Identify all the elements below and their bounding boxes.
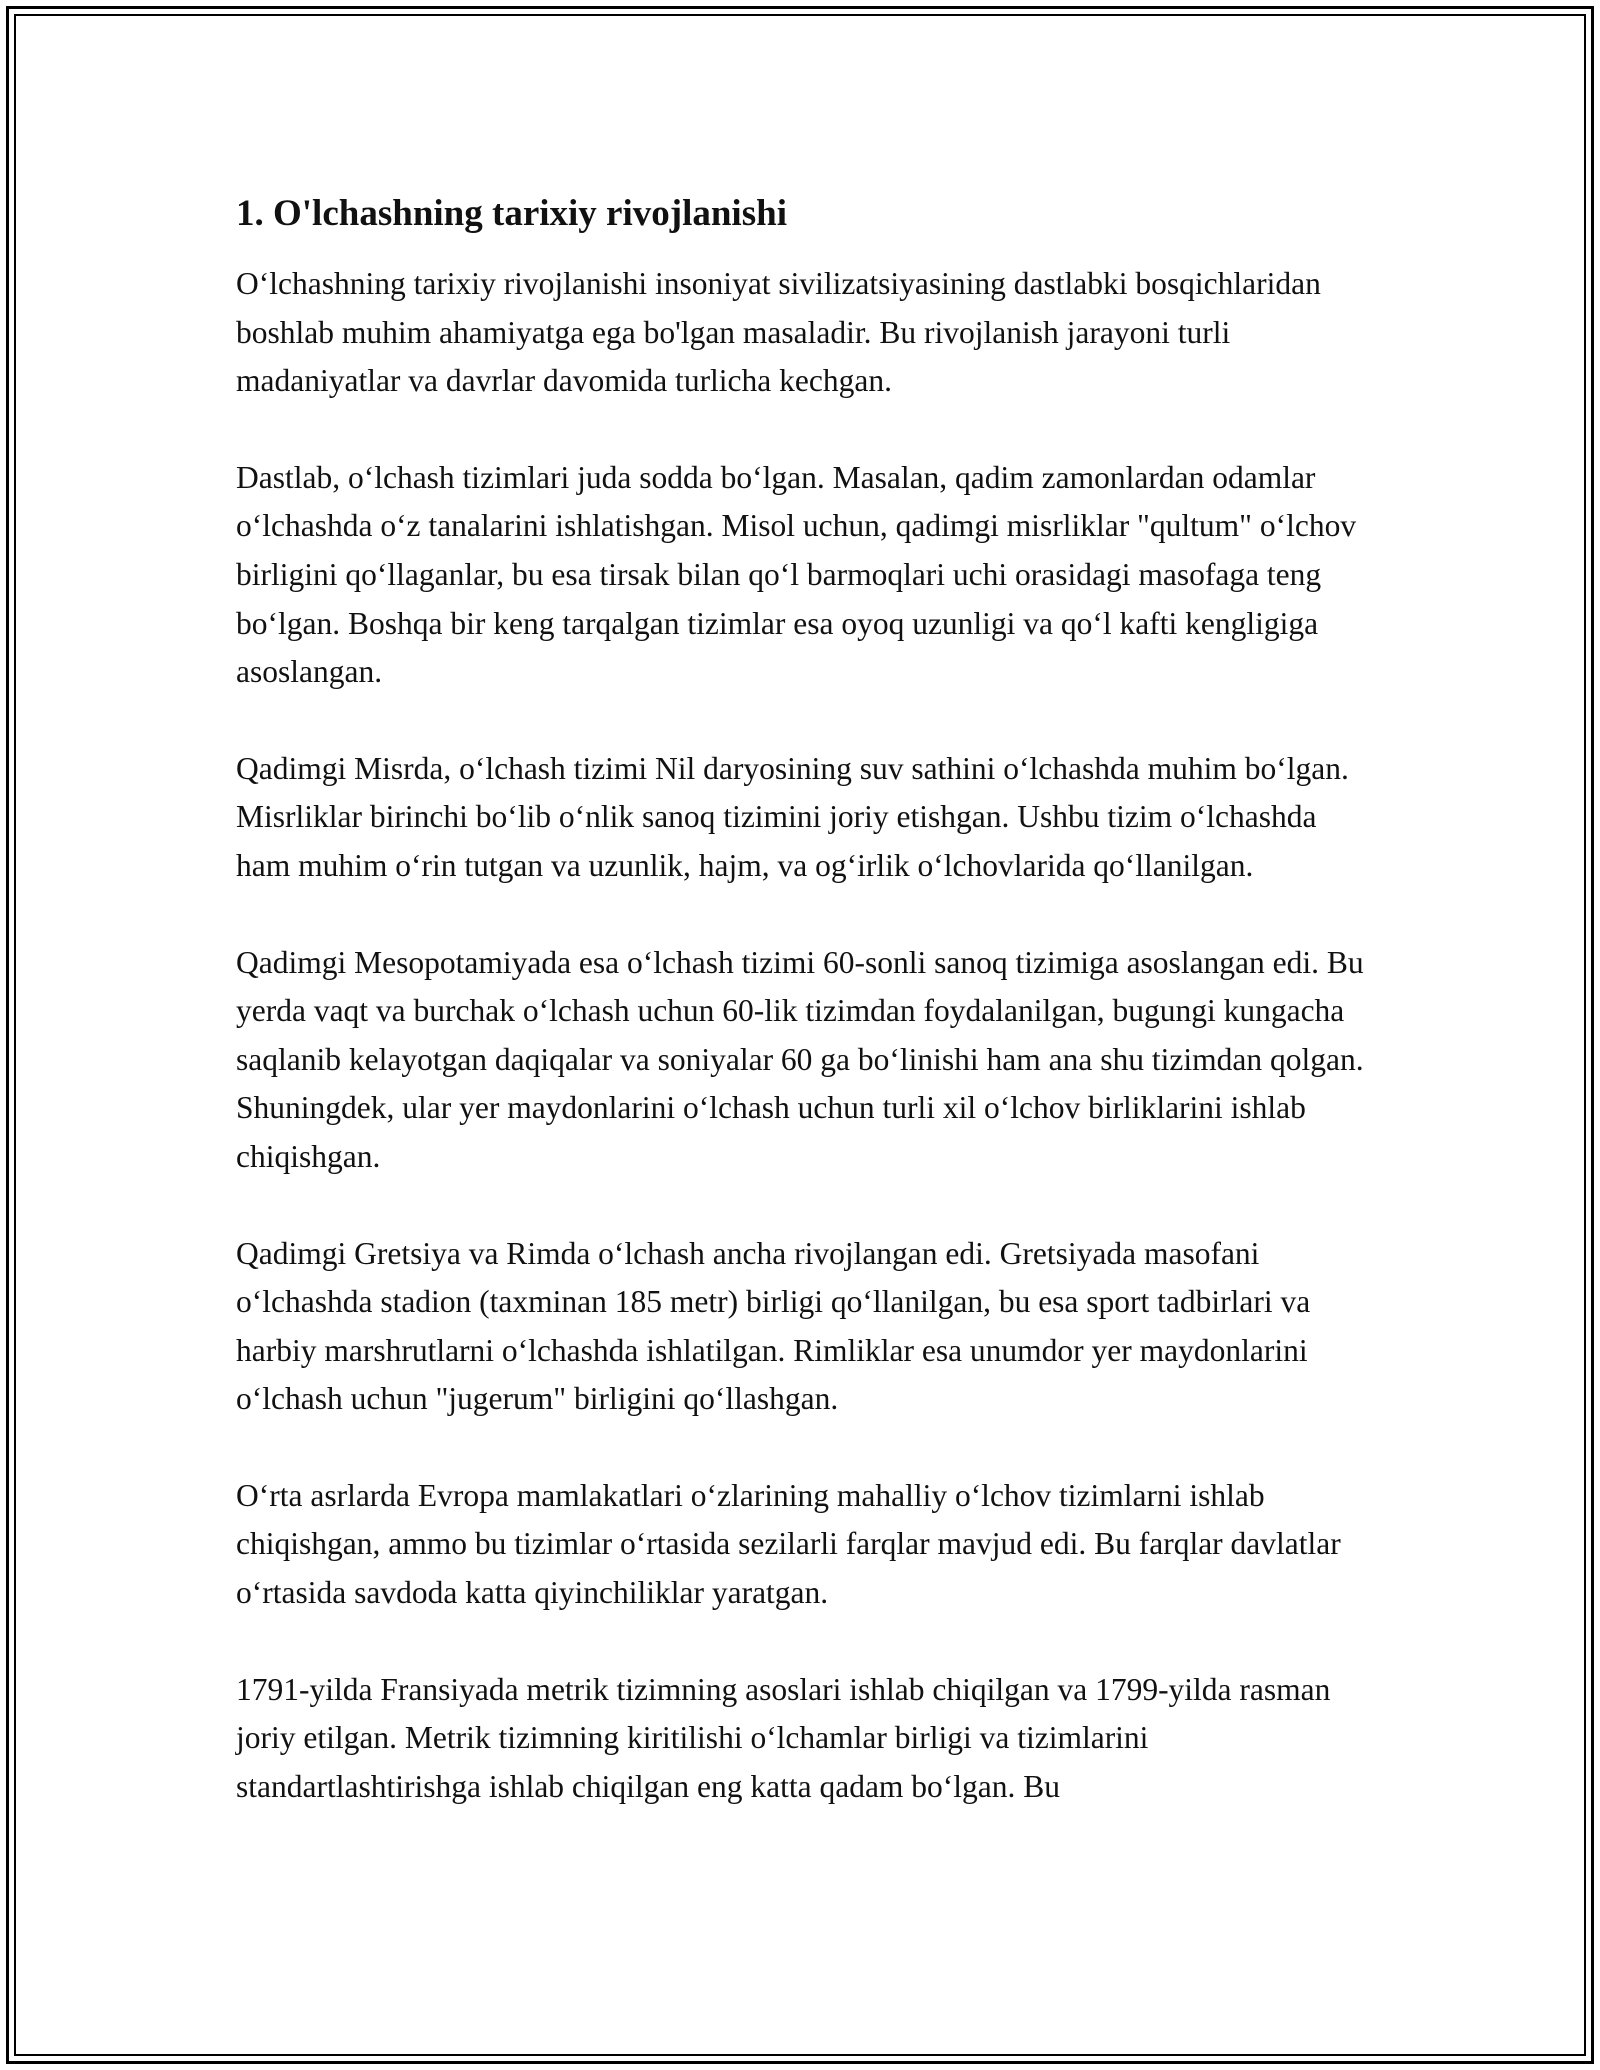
paragraph-early-systems: Dastlab, o‘lchash tizimlari juda sodda bo‘lgan. Masalan, qadim zamonlardan odamlar o‘lchashda o‘z tanalarini ishlatishgan. Misol uchun, qadimgi misrliklar "qultum" o‘lchov birligini qo‘llaganlar, bu esa tirsak bilan qo‘l barmoqlari uchi orasidagi masofaga teng bo‘lgan. Boshqa bir keng tarqalgan tizimlar esa oyoq uzunligi va qo‘l kafti kengligiga asoslangan. — [236, 459, 1357, 690]
paragraph-mesopotamia: Qadimgi Mesopotamiyada esa o‘lchash tizimi 60-sonli sanoq tizimiga asoslangan edi. Bu yerda vaqt va burchak o‘lchash uchun 60-lik tizimdan foydalanilgan, bugungi kungacha saqlanib kelayotgan daqiqalar va soniyalar 60 ga bo‘linishi ham ana shu tizimdan qolgan. Shuningdek, ular yer maydonlarini o‘lchash uchun turli xil o‘lchov birliklarini ishlab chiqishgan. — [236, 944, 1364, 1174]
paragraph-greece-rome: Qadimgi Gretsiya va Rimda o‘lchash ancha rivojlangan edi. Gretsiyada masofani o‘lchashda stadion (taxminan 185 metr) birligi qo‘llanilgan, bu esa sport tadbirlari va harbiy marshrutlarni o‘lchashda ishlatilgan. Rimliklar esa unumdor yer maydonlarini o‘lchash uchun "jugerum" birligini qo‘llashgan. — [236, 1235, 1311, 1417]
document-body — [236, 190, 1376, 1859]
section-heading: 1. O'lchashning tarixiy rivojlanishi — [236, 193, 787, 234]
paragraph-egypt: Qadimgi Misrda, o‘lchash tizimi Nil daryosining suv sathini o‘lchashda muhim bo‘lgan. Misrliklar birinchi bo‘lib o‘nlik sanoq tizimini joriy etishgan. Ushbu tizim o‘lchashda ham muhim o‘rin tutgan va uzunlik, hajm, va og‘irlik o‘lchovlarida qo‘llanilgan. — [236, 750, 1349, 883]
paragraph-middle-ages: O‘rta asrlarda Evropa mamlakatlari o‘zlarining mahalliy o‘lchov tizimlarni ishlab chiqishgan, ammo bu tizimlar o‘rtasida sezilarli farqlar mavjud edi. Bu farqlar davlatlar o‘rtasida savdoda katta qiyinchiliklar yaratgan. — [236, 1477, 1341, 1611]
paragraph-intro: O‘lchashning tarixiy rivojlanishi insoniyat sivilizatsiyasining dastlabki bosqichlaridan boshlab muhim ahamiyatga ega bo'lgan masaladir. Bu rivojlanish jarayoni turli madaniyatlar va davrlar davomida turlicha kechgan. — [236, 266, 1321, 399]
paragraph-metric-system: 1791-yilda Fransiyada metrik tizimning asoslari ishlab chiqilgan va 1799-yilda rasman joriy etilgan. Metrik tizimning kiritilishi o‘lchamlar birligi va tizimlarini standartlashtirishga ishlab chiqilgan eng katta qadam bo‘lgan. Bu — [236, 1671, 1331, 1804]
